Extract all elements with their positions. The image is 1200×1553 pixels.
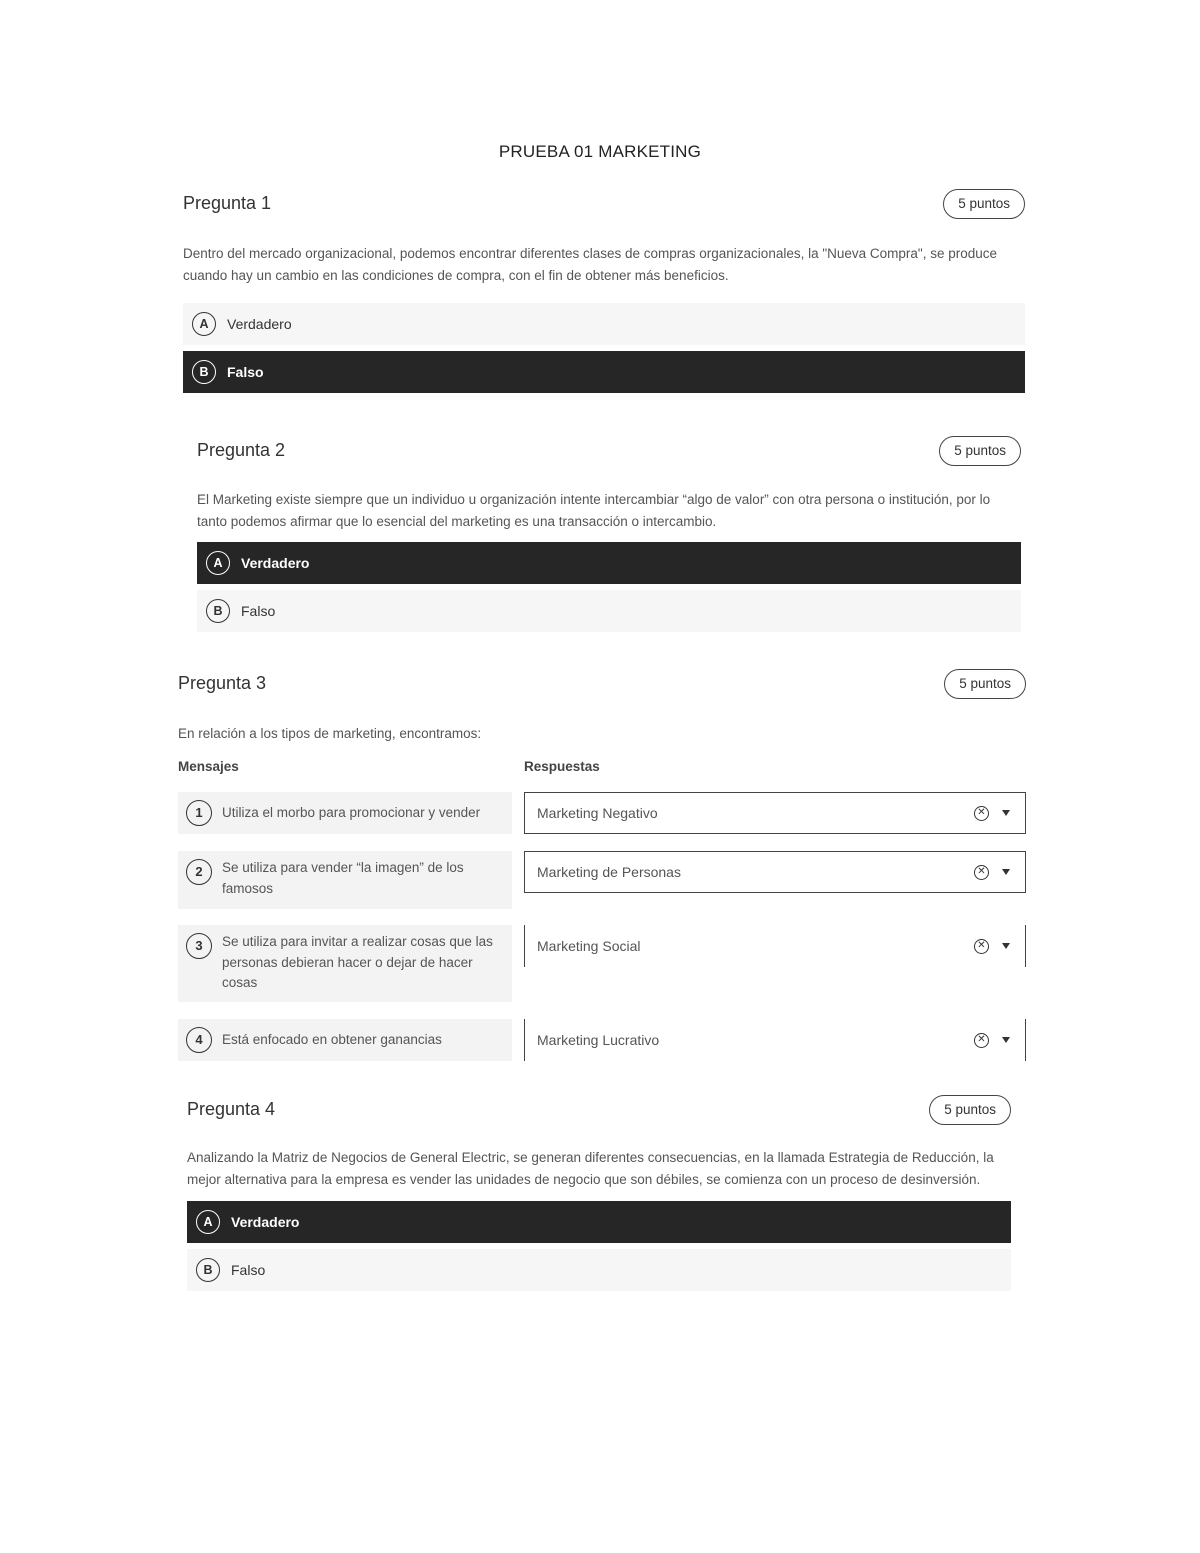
option-letter: A <box>206 551 230 575</box>
message-text: Está enfocado en obtener ganancias <box>222 1032 442 1047</box>
points-badge: 5 puntos <box>939 436 1021 466</box>
answer-select[interactable] <box>524 851 1026 893</box>
clear-icon[interactable]: ✕ <box>974 1033 989 1048</box>
match-message <box>178 1019 512 1061</box>
points-badge: 5 puntos <box>944 669 1026 699</box>
option-b[interactable] <box>183 351 1025 393</box>
option-label: Falso <box>231 1262 266 1278</box>
option-label: Verdadero <box>227 316 292 332</box>
option-b[interactable] <box>187 1249 1011 1291</box>
points-badge: 5 puntos <box>929 1095 1011 1125</box>
question-header <box>197 436 1021 468</box>
answer-value: Marketing Lucrativo <box>537 1032 660 1048</box>
message-number: 3 <box>186 933 212 959</box>
answer-value: Marketing Social <box>537 938 641 954</box>
chevron-down-icon[interactable] <box>1002 1037 1010 1043</box>
question-title: Pregunta 3 <box>178 673 267 693</box>
question-text: Analizando la Matriz de Negocios de General Electric, se generan diferentes consecuencias, en la llamada Estrategia de Reducción, la mejor alternativa para la empresa es vender las unidades de negocio que son débiles, se comienza con un proceso de desinversión. <box>187 1150 994 1187</box>
points-badge: 5 puntos <box>943 189 1025 219</box>
question-header <box>178 669 1026 701</box>
column-headers <box>178 759 1026 779</box>
answer-select[interactable] <box>524 792 1026 834</box>
option-letter: A <box>192 312 216 336</box>
question-title: Pregunta 1 <box>183 193 272 213</box>
clear-icon[interactable]: ✕ <box>974 939 989 954</box>
message-number: 4 <box>186 1027 212 1053</box>
option-label: Falso <box>241 603 276 619</box>
document-title: PRUEBA 01 MARKETING <box>498 142 702 161</box>
chevron-down-icon[interactable] <box>1002 943 1010 949</box>
question-title: Pregunta 2 <box>197 440 286 460</box>
clear-icon[interactable]: ✕ <box>974 806 989 821</box>
option-b[interactable] <box>197 590 1021 632</box>
option-a[interactable] <box>183 303 1025 345</box>
message-text: Utiliza el morbo para promocionar y vender <box>222 805 481 820</box>
question-text: Dentro del mercado organizacional, podemos encontrar diferentes clases de compras organizacionales, la "Nueva Compra", se produce cuando hay un cambio en las condiciones de compra, con el fin de obtener más beneficios. <box>183 246 998 283</box>
match-message <box>178 792 512 834</box>
question-text: En relación a los tipos de marketing, encontramos: <box>178 726 482 741</box>
option-letter: B <box>192 360 216 384</box>
question-2 <box>197 436 1021 632</box>
match-message <box>178 851 512 909</box>
option-label: Verdadero <box>241 555 310 571</box>
option-label: Falso <box>227 364 264 380</box>
option-a[interactable] <box>197 542 1021 584</box>
option-letter: B <box>206 599 230 623</box>
question-3 <box>178 669 1026 1069</box>
answer-select[interactable] <box>524 925 1026 967</box>
message-number: 2 <box>186 859 212 885</box>
answer-select[interactable] <box>524 1019 1026 1061</box>
option-letter: B <box>196 1258 220 1282</box>
question-title: Pregunta 4 <box>187 1099 276 1119</box>
clear-icon[interactable]: ✕ <box>974 865 989 880</box>
message-text: Se utiliza para vender “la imagen” de los famosos <box>222 860 464 896</box>
message-text: Se utiliza para invitar a realizar cosas que las personas debieran hacer o dejar de hacer cosas <box>222 934 493 990</box>
messages-column-label: Mensajes <box>178 759 239 774</box>
message-number: 1 <box>186 800 212 826</box>
answer-value: Marketing Negativo <box>537 805 658 821</box>
option-letter: A <box>196 1210 220 1234</box>
question-4 <box>187 1095 1011 1291</box>
option-a[interactable] <box>187 1201 1011 1243</box>
question-1 <box>183 189 1025 393</box>
match-message <box>178 925 512 1002</box>
question-header <box>183 189 1025 221</box>
answer-value: Marketing de Personas <box>537 864 681 880</box>
question-text: El Marketing existe siempre que un individuo u organización intente intercambiar “algo de valor” con otra persona o institución, por lo tanto podemos afirmar que lo esencial del marketing es una transacción o intercambio. <box>197 492 991 529</box>
option-label: Verdadero <box>231 1214 300 1230</box>
chevron-down-icon[interactable] <box>1002 869 1010 875</box>
answers-column-label: Respuestas <box>524 759 600 774</box>
chevron-down-icon[interactable] <box>1002 810 1010 816</box>
question-header <box>187 1095 1011 1127</box>
